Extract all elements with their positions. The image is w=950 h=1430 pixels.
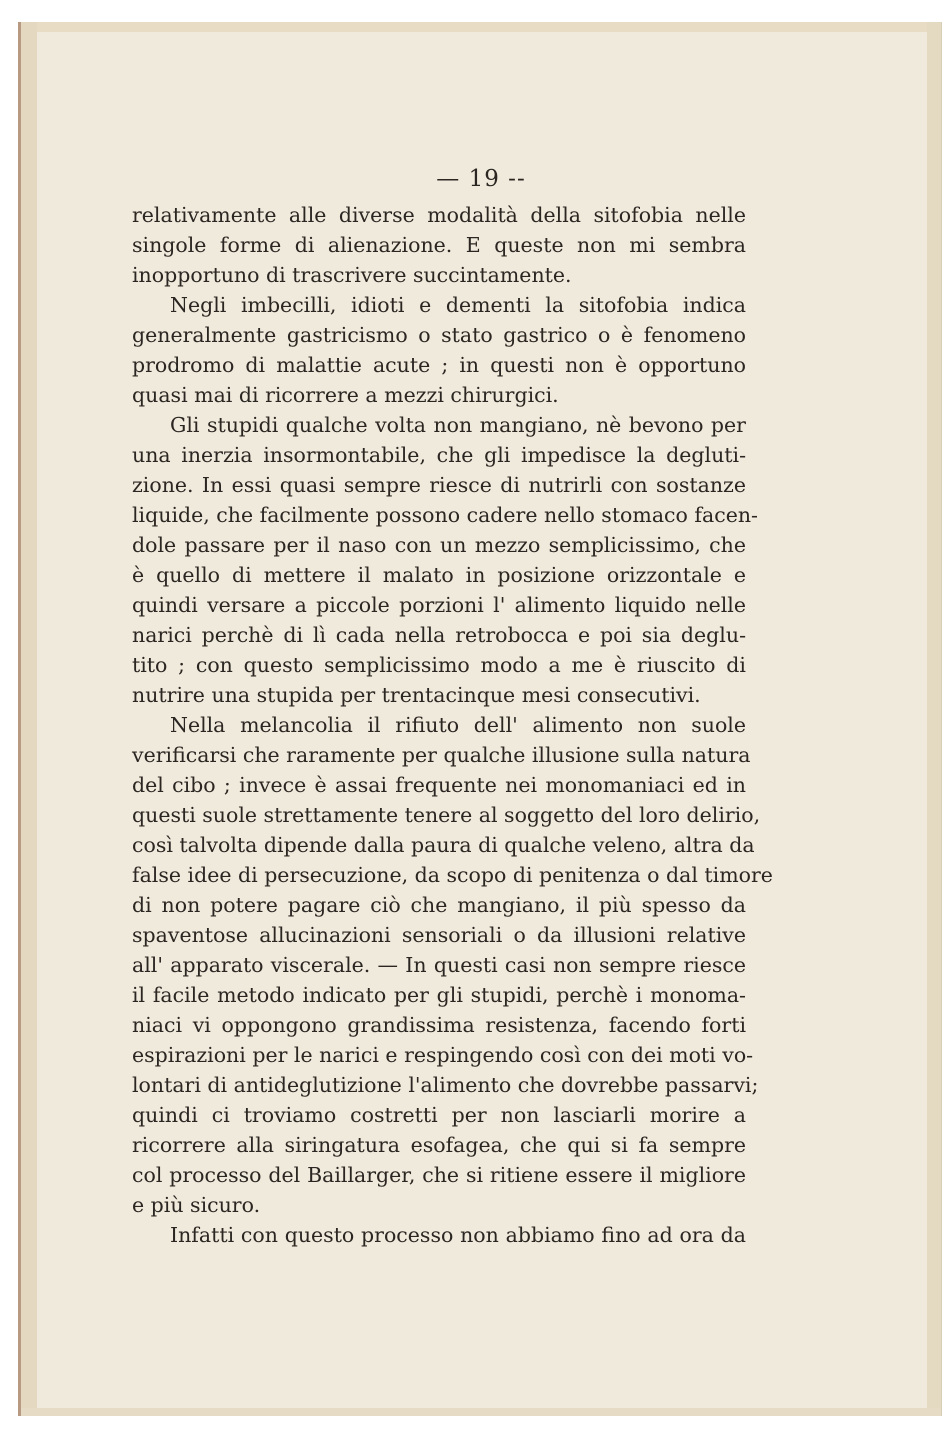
- text-line: del cibo ; invece è assai frequente nei monomaniaci ed in: [132, 773, 746, 797]
- text-line: di non potere pagare ciò che mangiano, il più spesso da: [132, 893, 746, 917]
- text-line: all' apparato viscerale. — In questi casi non sempre riesce: [132, 953, 746, 977]
- text-line: false idee di persecuzione, da scopo di penitenza o dal timore: [132, 863, 773, 887]
- text-line: niaci vi oppongono grandissima resistenza, facendo forti: [132, 1013, 746, 1037]
- text-line: Negli imbecilli, idioti e dementi la sitofobia indica: [170, 293, 746, 317]
- page-top-edge: [21, 22, 941, 32]
- text-line: narici perchè di lì cada nella retrobocca e poi sia deglu-: [132, 623, 746, 647]
- text-line: quasi mai di ricorrere a mezzi chirurgici.: [132, 383, 559, 407]
- text-line: tito ; con questo semplicissimo modo a me è riuscito di: [132, 653, 746, 677]
- text-line: dole passare per il naso con un mezzo semplicissimo, che: [132, 533, 746, 557]
- page-right-edge: [927, 22, 941, 1416]
- text-line: Nella melancolia il rifiuto dell' alimento non suole: [170, 713, 746, 737]
- text-line: singole forme di alienazione. E queste non mi sembra: [132, 233, 746, 257]
- text-line: quindi ci troviamo costretti per non lasciarli morire a: [132, 1103, 746, 1127]
- text-line: inopportuno di trascrivere succintamente.: [132, 263, 572, 287]
- text-line: il facile metodo indicato per gli stupidi, perchè i monoma-: [132, 983, 746, 1007]
- text-line: relativamente alle diverse modalità della sitofobia nelle: [132, 203, 746, 227]
- text-line: verificarsi che raramente per qualche illusione sulla natura: [132, 743, 751, 767]
- text-line: prodromo di malattie acute ; in questi non è opportuno: [132, 353, 746, 377]
- text-line: nutrire una stupida per trentacinque mesi consecutivi.: [132, 683, 701, 707]
- text-line: Infatti con questo processo non abbiamo fino ad ora da: [170, 1223, 746, 1247]
- text-line: è quello di mettere il malato in posizione orizzontale e: [132, 563, 746, 587]
- text-line: liquide, che facilmente possono cadere nello stomaco facen-: [132, 503, 758, 527]
- text-line: e più sicuro.: [132, 1193, 261, 1217]
- text-line: una inerzia insormontabile, che gli impedisce la degluti-: [132, 443, 746, 467]
- text-line: zione. In essi quasi sempre riesce di nutrirli con sostanze: [132, 473, 746, 497]
- text-line: lontari di antideglutizione l'alimento che dovrebbe passarvi;: [132, 1073, 759, 1097]
- spine-stain: [21, 22, 37, 1416]
- text-line: generalmente gastricismo o stato gastrico o è fenomeno: [132, 323, 746, 347]
- text-line: Gli stupidi qualche volta non mangiano, nè bevono per: [170, 413, 746, 437]
- book-page: [18, 22, 942, 1416]
- text-line: col processo del Baillarger, che si ritiene essere il migliore: [132, 1163, 746, 1187]
- text-line: quindi versare a piccole porzioni l' alimento liquido nelle: [132, 593, 746, 617]
- page-number: — 19 --: [436, 166, 526, 192]
- body-text: [132, 200, 773, 1250]
- page-bottom-edge: [21, 1408, 941, 1416]
- text-line: così talvolta dipende dalla paura di qualche veleno, altra da: [132, 833, 755, 857]
- text-line: ricorrere alla siringatura esofagea, che qui si fa sempre: [132, 1133, 746, 1157]
- text-line: espirazioni per le narici e respingendo così con dei moti vo-: [132, 1043, 754, 1067]
- text-line: questi suole strettamente tenere al soggetto del loro delirio,: [132, 803, 761, 827]
- text-line: spaventose allucinazioni sensoriali o da illusioni relative: [132, 923, 746, 947]
